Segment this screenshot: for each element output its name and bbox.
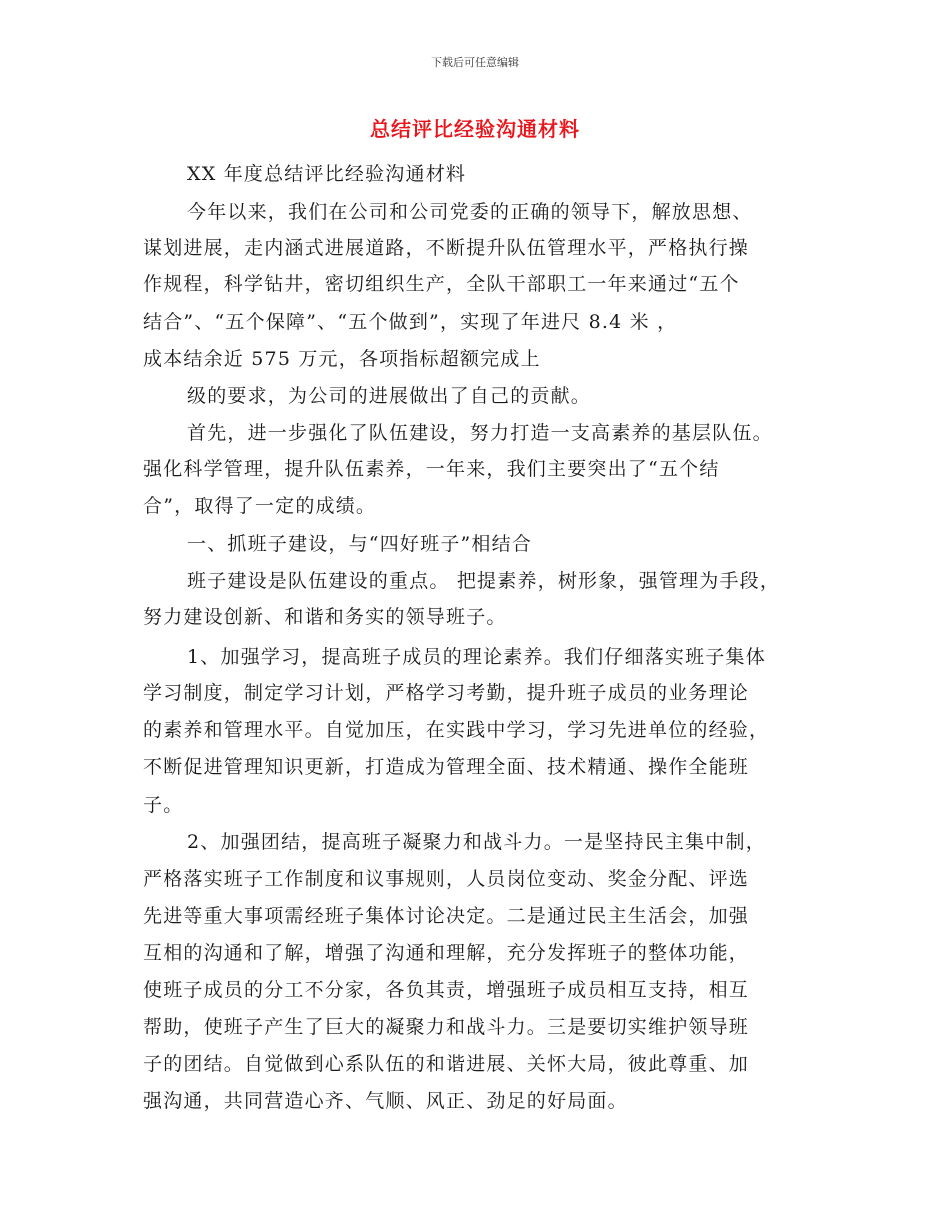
body-line: 互相的沟通和了解，增强了沟通和理解，充分发挥班子的整体功能， [143, 942, 750, 964]
header-note: 下载后可任意编辑 [431, 56, 519, 69]
body-line: 子的团结。自觉做到心系队伍的和谐进展、关怀大局，彼此尊重、加 [143, 1053, 750, 1075]
body-line: 努力建设创新、和谐和务实的领导班子。 [143, 606, 507, 628]
body-line: 1、加强学习，提高班子成员的理论素养。我们仔细落实班子集体 [187, 646, 766, 668]
body-line: 合”，取得了一定的成绩。 [143, 495, 377, 517]
body-line: XX 年度总结评比经验沟通材料 [187, 163, 467, 185]
document-title: 总结评比经验沟通材料 [370, 117, 580, 141]
body-line: 的素养和管理水平。自觉加压，在实践中学习，学习先进单位的经验， [143, 719, 770, 741]
body-line: 级的要求，为公司的进展做出了自己的贡献。 [187, 385, 592, 407]
body-line: 强化科学管理，提升队伍素养，一年来，我们主要突出了“五个结 [143, 458, 720, 480]
body-line: 先进等重大事项需经班子集体讨论决定。二是通过民主生活会，加强 [143, 905, 750, 927]
body-line: 子。 [143, 794, 184, 816]
section-heading: 一、抓班子建设，与“四好班子”相结合 [187, 533, 533, 555]
body-line: 作规程，科学钻井，密切组织生产，全队干部职工一年来通过“五个 [143, 273, 740, 295]
body-line: 使班子成员的分工不分家，各负其责，增强班子成员相互支持，相互 [143, 979, 750, 1001]
body-line: 强沟通，共同营造心齐、气顺、风正、劲足的好局面。 [143, 1090, 628, 1112]
body-line: 2、加强团结，提高班子凝聚力和战斗力。一是坚持民主集中制， [187, 831, 766, 853]
body-line: 班子建设是队伍建设的重点。 把提素养，树形象，强管理为手段， [187, 570, 781, 592]
body-line: 首先，进一步强化了队伍建设，努力打造一支高素养的基层队伍。 [187, 422, 773, 444]
body-line: 严格落实班子工作制度和议事规则，人员岗位变动、奖金分配、评选 [143, 868, 750, 890]
body-line: 不断促进管理知识更新，打造成为管理全面、技术精通、操作全能班 [143, 756, 750, 778]
body-line: 今年以来，我们在公司和公司党委的正确的领导下，解放思想、 [187, 201, 753, 223]
body-line: 帮助，使班子产生了巨大的凝聚力和战斗力。三是要切实维护领导班 [143, 1016, 750, 1038]
body-line: 谋划进展，走内涵式进展道路，不断提升队伍管理水平，严格执行操 [143, 237, 750, 259]
body-line: 学习制度，制定学习计划，严格学习考勤，提升班子成员的业务理论 [143, 682, 750, 704]
body-line: 结合”、“五个保障”、“五个做到”，实现了年进尺 8.4 米 ， [143, 311, 678, 333]
body-line: 成本结余近 575 万元，各项指标超额完成上 [143, 348, 541, 370]
